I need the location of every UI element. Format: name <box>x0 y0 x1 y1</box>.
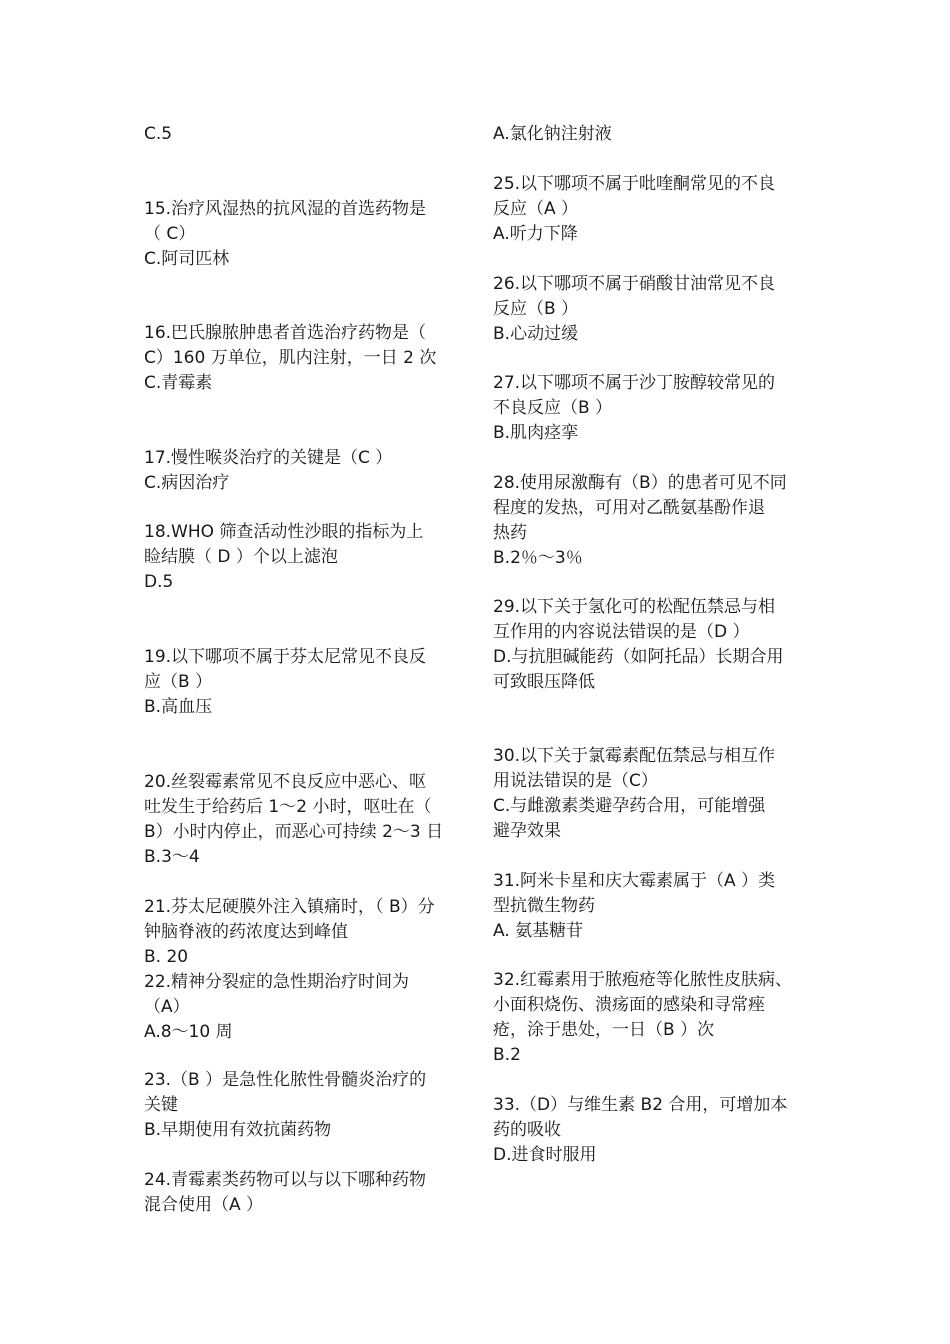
text-line: 21.芬太尼硬膜外注入镇痛时，（ B）分 <box>144 897 435 917</box>
text-line: B.3～4 <box>144 847 200 867</box>
text-line: A.听力下降 <box>493 224 578 244</box>
text-line: 关键 <box>144 1095 178 1115</box>
text-line: （ C） <box>144 224 196 244</box>
text-line: 小面积烧伤、溃疡面的感染和寻常痤 <box>493 995 765 1015</box>
text-line: 热药 <box>493 523 527 543</box>
text-line: 27.以下哪项不属于沙丁胺醇较常见的 <box>493 373 776 393</box>
right-question-block <box>493 869 813 944</box>
text-line: 19.以下哪项不属于芬太尼常见不良反 <box>144 647 427 667</box>
text-line: 应（B ） <box>144 672 213 692</box>
text-line: 28.使用尿激酶有（B）的患者可见不同 <box>493 473 787 493</box>
text-line: （A） <box>144 997 190 1017</box>
right-question-block <box>493 744 813 844</box>
text-line: 22.精神分裂症的急性期治疗时间为 <box>144 972 410 992</box>
text-line: 疮，涂于患处，一日（B ）次 <box>493 1020 715 1040</box>
right-question-block <box>493 1093 813 1168</box>
text-line: D.进食时服用 <box>493 1145 597 1165</box>
text-line: A.8～10 周 <box>144 1022 233 1042</box>
right-question-block <box>493 371 813 446</box>
right-question-block <box>493 595 813 695</box>
text-line: A.氯化钠注射液 <box>493 124 612 144</box>
text-line: 29.以下关于氢化可的松配伍禁忌与相 <box>493 597 776 617</box>
text-line: 20.丝裂霉素常见不良反应中恶心、呕 <box>144 772 427 792</box>
left-question-block <box>144 895 464 1045</box>
text-line: B.2％～3％ <box>493 548 583 568</box>
text-line: 26.以下哪项不属于硝酸甘油常见不良 <box>493 274 776 294</box>
text-line: A. 氨基糖苷 <box>493 921 584 941</box>
text-line: C.5 <box>144 124 173 144</box>
text-line: B. 20 <box>144 947 189 967</box>
text-line: C）160 万单位，肌内注射，一日 2 次 <box>144 348 437 368</box>
right-question-block <box>493 471 813 571</box>
text-line: B.2 <box>493 1045 521 1065</box>
text-line: 反应（A ） <box>493 199 579 219</box>
text-line: 32.红霉素用于脓疱疮等化脓性皮肤病、 <box>493 970 793 990</box>
text-line: 程度的发热，可用对乙酰氨基酚作退 <box>493 498 765 518</box>
right-question-block <box>493 968 813 1068</box>
text-line: 混合使用（A ） <box>144 1195 264 1215</box>
text-line: B.肌肉痉挛 <box>493 423 579 443</box>
text-line: 反应（B ） <box>493 299 579 319</box>
text-line: D.与抗胆碱能药（如阿托品）长期合用 <box>493 647 784 667</box>
text-line: 18.WHO 筛查活动性沙眼的指标为上 <box>144 522 424 542</box>
left-question-block <box>144 197 464 272</box>
text-line: 吐发生于给药后 1～2 小时，呕吐在（ <box>144 797 432 817</box>
text-line: 25.以下哪项不属于吡喹酮常见的不良 <box>493 174 776 194</box>
text-line: 33.（D）与维生素 B2 合用，可增加本 <box>493 1095 788 1115</box>
text-line: 避孕效果 <box>493 821 561 841</box>
left-question-block <box>144 1168 464 1218</box>
left-question-block <box>144 446 464 496</box>
text-line: 药的吸收 <box>493 1120 561 1140</box>
text-line: 用说法错误的是（C） <box>493 771 658 791</box>
left-question-block <box>144 520 464 595</box>
text-line: C.阿司匹林 <box>144 249 230 269</box>
right-question-block <box>493 122 813 147</box>
text-line: C.与雌激素类避孕药合用，可能增强 <box>493 796 766 816</box>
left-question-block <box>144 1068 464 1143</box>
text-line: 可致眼压降低 <box>493 672 595 692</box>
text-line: 24.青霉素类药物可以与以下哪种药物 <box>144 1170 427 1190</box>
text-line: C.病因治疗 <box>144 473 230 493</box>
text-line: C.青霉素 <box>144 373 213 393</box>
left-question-block <box>144 770 464 870</box>
left-question-block <box>144 321 464 396</box>
text-line: D.5 <box>144 572 174 592</box>
text-line: B.心动过缓 <box>493 324 579 344</box>
right-question-block <box>493 272 813 347</box>
right-question-block <box>493 172 813 247</box>
text-line: 31.阿米卡星和庆大霉素属于（A ）类 <box>493 871 776 891</box>
text-line: 睑结膜（ D ）个以上滤泡 <box>144 547 338 567</box>
left-question-block <box>144 122 464 147</box>
text-line: 30.以下关于氯霉素配伍禁忌与相互作 <box>493 746 776 766</box>
text-line: 16.巴氏腺脓肿患者首选治疗药物是（ <box>144 323 427 343</box>
text-line: 23.（B ）是急性化脓性骨髓炎治疗的 <box>144 1070 427 1090</box>
text-line: 17.慢性喉炎治疗的关键是（C ） <box>144 448 393 468</box>
text-line: 互作用的内容说法错误的是（D ） <box>493 622 750 642</box>
text-line: 型抗微生物药 <box>493 896 595 916</box>
text-line: 不良反应（B ） <box>493 398 613 418</box>
text-line: 钟脑脊液的药浓度达到峰值 <box>144 922 348 942</box>
left-question-block <box>144 645 464 720</box>
text-line: 15.治疗风湿热的抗风湿的首选药物是 <box>144 199 427 219</box>
text-line: B.早期使用有效抗菌药物 <box>144 1120 332 1140</box>
text-line: B.高血压 <box>144 697 213 717</box>
text-line: B）小时内停止，而恶心可持续 2～3 日 <box>144 822 444 842</box>
